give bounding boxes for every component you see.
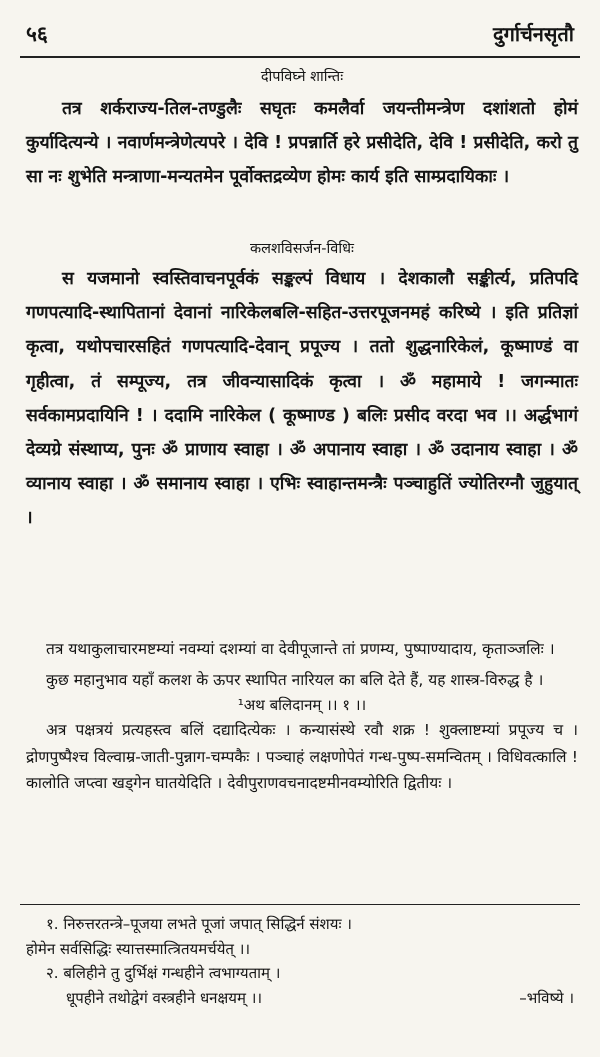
header-rule	[20, 56, 580, 58]
footnote-1-line-1: १. निरुत्तरतन्त्रे–पूजया लभते पूजां जपात् सिद्धिर्न संशयः ।	[46, 915, 352, 933]
body-paragraph: तत्र यथाकुलाचारमष्टम्यां नवम्यां दशम्यां वा देवीपूजान्ते तां प्रणम्य, पुष्पाण्यादाय, कृताञ्जलिः ।	[46, 640, 555, 658]
page-number: ५६	[26, 22, 48, 46]
footnote-rule	[20, 904, 580, 905]
section-dipavighne	[26, 66, 578, 195]
footnotes	[26, 912, 578, 1010]
hindi-note: कुछ महानुभाव यहाँ कलश के ऊपर स्थापित नारियल का बलि देते हैं, यह शास्त्र-विरुद्ध है ।	[46, 670, 544, 689]
section-heading: ¹अथ बलिदानम् ।। १ ।।	[237, 696, 367, 714]
footnote-2-verse: धूपहीने तथोद्वेगं वस्त्रहीने धनक्षयम् ।।	[66, 988, 263, 1007]
section-kalash-visarjan	[26, 238, 578, 536]
body-paragraph: तत्र शर्कराज्य-तिल-तण्डुलैः सघृतः कमलैर्वा जयन्तीमन्त्रेण दशांशतो होमं कुर्यादित्यन्ये । नवार्णमन्त्रेणेत्यपरे । देवि ! प्रपन्नार्ति हरे प्रसीदेति, देवि ! प्रसीदेति, करो तु सा नः शुभेति मन्त्राणा-मन्यतमेन पूर्वोक्तद्रव्येण होमः कार्य इति साम्प्रदायिकाः ।	[26, 99, 578, 188]
section-balidan	[26, 636, 578, 797]
page-header	[26, 20, 574, 50]
body-paragraph: अत्र पक्षत्रयं प्रत्यहस्त्व बलिं दद्यादित्येकः । कन्यासंस्थे रवौ शक्र ! शुक्लाष्टम्यां प्रपूज्य च । द्रोणपुष्पैश्च विल्वाम्र-जाती-पुन्नाग-चम्पकैः । पञ्चाहं लक्षणोपेतं गन्ध-पुष्प-समन्वितम् । विधिवत्कालि ! कालोति जप्त्वा खड्गेन घातयेदिति । देवीपुराणवचनादष्टमीनवम्योरिति द्वितीयः ।	[26, 721, 578, 792]
footnote-2-line-2	[26, 986, 578, 1011]
running-title: दुर्गार्चनसृतौ	[493, 22, 574, 46]
section-heading: दीपविघ्ने शान्तिः	[260, 69, 344, 85]
footnote-attribution: –भविष्ये ।	[519, 988, 574, 1007]
footnote-1-line-2: होमेन सर्वसिद्धिः स्यात्तस्मात्त्रितयमर्चयेत् ।।	[26, 939, 251, 958]
body-paragraph: स यजमानो स्वस्तिवाचनपूर्वकं सङ्कल्पं विधाय । देशकालौ सङ्कीर्त्य, प्रतिपदि गणपत्यादि-स्थापितानां देवानां नारिकेलबलि-सहित-उत्तरपूजनमहं करिष्ये । इति प्रतिज्ञां कृत्वा, यथोपचारसहितं गणपत्यादि-देवान् प्रपूज्य । ततो शुद्धनारिकेलं, कूष्माण्डं वा गृहीत्वा, तं सम्पूज्य, तत्र जीवन्यासादिकं कृत्वा । ॐ महामाये ! जगन्मातः सर्वकामप्रदायिनि ! । ददामि नारिकेल ( कूष्माण्ड ) बलिः प्रसीद वरदा भव ।। अर्द्धभागं देव्यग्रे संस्थाप्य, पुनः ॐ प्राणाय स्वाहा । ॐ अपानाय स्वाहा । ॐ उदानाय स्वाहा । ॐ व्यानाय स्वाहा । ॐ समानाय स्वाहा । एभिः स्वाहान्तमन्त्रैः पञ्चाहुतिं ज्योतिरग्नौ जुहुयात् ।	[26, 269, 578, 529]
footnote-2-line-1: २. बलिहीने तु दुर्भिक्षं गन्धहीने त्वभाग्यताम् ।	[46, 964, 281, 982]
section-heading: कलशविसर्जन-विधिः	[250, 241, 354, 257]
